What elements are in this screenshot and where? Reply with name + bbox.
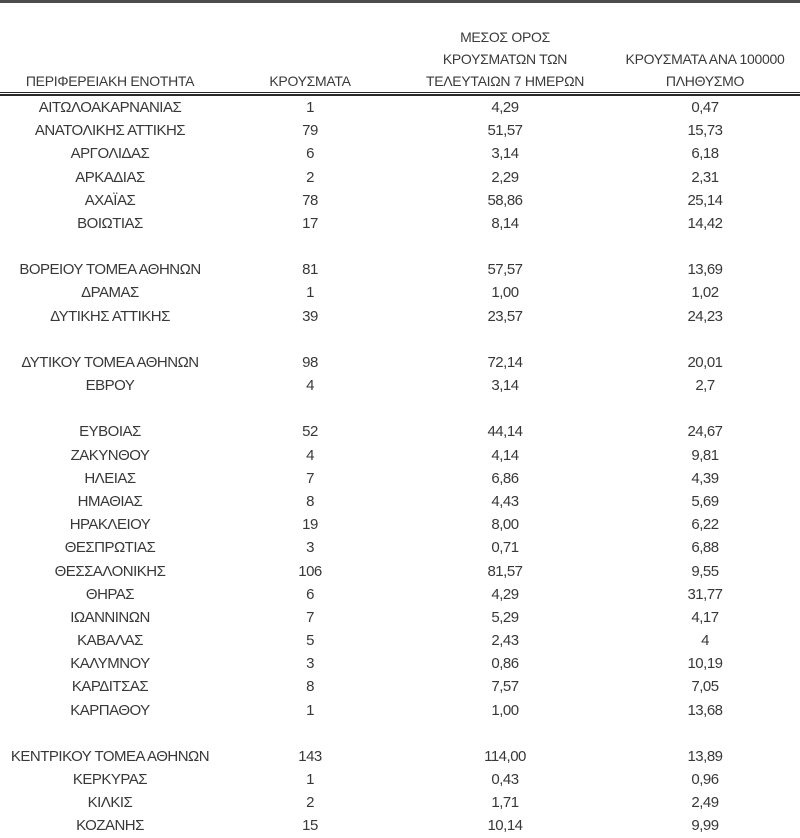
table-row bbox=[0, 166, 800, 189]
per100k-cell: 13,68 bbox=[687, 701, 723, 719]
table-row bbox=[0, 606, 800, 629]
region-cell: ΘΗΡΑΣ bbox=[85, 585, 135, 603]
region-cell: ΑΡΚΑΔΙΑΣ bbox=[75, 168, 145, 186]
region-cell: ΚΙΛΚΙΣ bbox=[87, 794, 133, 812]
avg7-cell: 2,43 bbox=[491, 632, 519, 650]
table-row bbox=[0, 698, 800, 721]
table-row bbox=[0, 281, 800, 304]
table-row bbox=[0, 212, 800, 235]
cases-cell: 6 bbox=[306, 145, 314, 163]
cases-cell: 143 bbox=[298, 747, 322, 765]
per100k-cell: 6,88 bbox=[691, 539, 719, 557]
table-row bbox=[0, 583, 800, 606]
cases-cell: 7 bbox=[306, 469, 314, 487]
cases-cell: 19 bbox=[302, 516, 318, 534]
table-row bbox=[0, 96, 800, 119]
per100k-cell: 6,22 bbox=[691, 516, 719, 534]
region-cell: ΑΝΑΤΟΛΙΚΗΣ ΑΤΤΙΚΗΣ bbox=[34, 122, 186, 140]
blank-spacer-row bbox=[0, 397, 800, 420]
per100k-cell: 9,55 bbox=[691, 562, 719, 580]
avg7-cell: 10,14 bbox=[487, 817, 523, 835]
per100k-cell: 15,73 bbox=[687, 122, 723, 140]
region-cell: ΔΥΤΙΚΟΥ ΤΟΜΕΑ ΑΘΗΝΩΝ bbox=[21, 353, 199, 371]
cases-cell: 78 bbox=[302, 191, 318, 209]
per100k-cell: 10,19 bbox=[687, 655, 723, 673]
cases-cell: 3 bbox=[306, 655, 314, 673]
table-row bbox=[0, 791, 800, 814]
cases-cell: 1 bbox=[306, 771, 314, 789]
avg7-cell: 6,86 bbox=[491, 469, 519, 487]
per100k-cell: 14,42 bbox=[687, 214, 723, 232]
cases-cell: 1 bbox=[306, 99, 314, 117]
per100k-cell: 31,77 bbox=[687, 585, 723, 603]
per100k-cell: 24,67 bbox=[687, 423, 723, 441]
blank-spacer-row bbox=[0, 722, 800, 745]
table-row bbox=[0, 559, 800, 582]
avg7-cell: 4,43 bbox=[491, 493, 519, 510]
table-header-row bbox=[0, 3, 800, 92]
region-cell: ΚΑΛΥΜΝΟΥ bbox=[70, 655, 150, 673]
cases-cell: 8 bbox=[306, 678, 314, 696]
region-cell: ΑΧΑΪΑΣ bbox=[84, 191, 136, 209]
region-cell: ΕΒΡΟΥ bbox=[85, 377, 135, 395]
column-header-per-100000: ΚΡΟΥΣΜΑΤΑ ΑΝΑ 100000 ΠΛΗΘΥΣΜΟ bbox=[625, 51, 785, 89]
cases-cell: 4 bbox=[306, 446, 314, 464]
table-row bbox=[0, 189, 800, 212]
table-row bbox=[0, 513, 800, 536]
table-row bbox=[0, 814, 800, 837]
cases-cell: 3 bbox=[306, 539, 314, 557]
table-row bbox=[0, 536, 800, 559]
cases-cell: 8 bbox=[306, 493, 314, 510]
per100k-cell: 13,69 bbox=[687, 261, 723, 279]
column-header-regional-unit: ΠΕΡΙΦΕΡΕΙΑΚΗ ΕΝΟΤΗΤΑ bbox=[25, 73, 195, 89]
region-cell: ΚΑΒΑΛΑΣ bbox=[77, 632, 143, 650]
cases-cell: 6 bbox=[306, 585, 314, 603]
cases-cell: 52 bbox=[302, 423, 318, 441]
avg7-cell: 81,57 bbox=[487, 562, 523, 580]
per100k-cell: 2,49 bbox=[691, 794, 719, 812]
avg7-cell: 114,00 bbox=[484, 747, 526, 765]
per100k-cell: 7,05 bbox=[691, 678, 719, 696]
cases-cell: 2 bbox=[306, 794, 314, 812]
table-row bbox=[0, 490, 800, 513]
column-header-cases: ΚΡΟΥΣΜΑΤΑ bbox=[269, 73, 351, 89]
avg7-cell: 0,43 bbox=[491, 771, 519, 789]
per100k-cell: 4,39 bbox=[691, 469, 719, 487]
table-row bbox=[0, 652, 800, 675]
avg7-cell: 1,71 bbox=[491, 794, 519, 812]
per100k-cell: 20,01 bbox=[687, 353, 723, 371]
per100k-cell: 4 bbox=[701, 632, 709, 650]
table-row bbox=[0, 119, 800, 142]
region-cell: ΘΕΣΣΑΛΟΝΙΚΗΣ bbox=[54, 562, 166, 580]
avg7-cell: 58,86 bbox=[487, 191, 523, 209]
avg7-cell: 8,14 bbox=[491, 214, 519, 232]
table-row bbox=[0, 675, 800, 698]
region-cell: ΒΟΡΕΙΟΥ ΤΟΜΕΑ ΑΘΗΝΩΝ bbox=[19, 261, 201, 279]
per100k-cell: 4,17 bbox=[691, 608, 719, 626]
table-row bbox=[0, 258, 800, 281]
blank-spacer-row bbox=[0, 328, 800, 351]
per100k-cell: 9,99 bbox=[691, 817, 719, 835]
per100k-cell: 9,81 bbox=[691, 446, 719, 464]
region-cell: ΗΡΑΚΛΕΙΟΥ bbox=[69, 516, 151, 534]
avg7-cell: 0,86 bbox=[491, 655, 519, 673]
table-row bbox=[0, 374, 800, 397]
avg7-cell: 0,71 bbox=[491, 539, 519, 557]
cases-cell: 4 bbox=[306, 377, 314, 395]
region-cell: ΙΩΑΝΝΙΝΩΝ bbox=[70, 608, 150, 626]
per100k-cell: 0,96 bbox=[691, 771, 719, 789]
table-row bbox=[0, 629, 800, 652]
per100k-cell: 24,23 bbox=[687, 307, 723, 325]
avg7-cell: 4,29 bbox=[491, 585, 519, 603]
table-row bbox=[0, 305, 800, 328]
cases-cell: 7 bbox=[306, 608, 314, 626]
avg7-cell: 1,00 bbox=[491, 284, 519, 302]
avg7-cell: 72,14 bbox=[487, 353, 523, 371]
cases-cell: 2 bbox=[306, 168, 314, 186]
region-cell: ΖΑΚΥΝΘΟΥ bbox=[70, 446, 150, 464]
region-cell: ΔΥΤΙΚΗΣ ΑΤΤΙΚΗΣ bbox=[50, 307, 170, 325]
table-row bbox=[0, 467, 800, 490]
per100k-cell: 2,7 bbox=[695, 377, 715, 395]
cases-cell: 15 bbox=[302, 817, 318, 835]
cases-cell: 39 bbox=[302, 307, 318, 325]
avg7-cell: 8,00 bbox=[491, 516, 519, 534]
cases-cell: 81 bbox=[302, 261, 318, 279]
region-cell: ΚΟΖΑΝΗΣ bbox=[76, 817, 144, 835]
avg7-cell: 51,57 bbox=[487, 122, 523, 140]
avg7-cell: 44,14 bbox=[487, 423, 523, 441]
cases-cell: 79 bbox=[302, 122, 318, 140]
per100k-cell: 1,02 bbox=[691, 284, 719, 302]
per100k-cell: 2,31 bbox=[691, 168, 719, 186]
regional-cases-table bbox=[0, 3, 800, 838]
region-cell: ΕΥΒΟΙΑΣ bbox=[79, 423, 141, 441]
avg7-cell: 4,14 bbox=[491, 446, 519, 464]
table-row bbox=[0, 745, 800, 768]
avg7-cell: 57,57 bbox=[487, 261, 523, 279]
avg7-cell: 5,29 bbox=[491, 608, 519, 626]
region-cell: ΒΟΙΩΤΙΑΣ bbox=[77, 214, 143, 232]
region-cell: ΔΡΑΜΑΣ bbox=[81, 284, 139, 302]
cases-cell: 106 bbox=[298, 562, 322, 580]
avg7-cell: 23,57 bbox=[487, 307, 523, 325]
per100k-cell: 6,18 bbox=[691, 145, 719, 163]
table-row bbox=[0, 444, 800, 467]
table-body bbox=[0, 96, 800, 838]
avg7-cell: 3,14 bbox=[491, 145, 519, 163]
per100k-cell: 25,14 bbox=[687, 191, 723, 209]
avg7-cell: 7,57 bbox=[491, 678, 519, 696]
per100k-cell: 0,47 bbox=[691, 99, 719, 117]
region-cell: ΗΛΕΙΑΣ bbox=[84, 469, 136, 487]
column-header-7day-average: ΜΕΣΟΣ ΟΡΟΣ ΚΡΟΥΣΜΑΤΩΝ ΤΩΝ ΤΕΛΕΥΤΑΙΩΝ 7 ΗΜΕΡΩΝ bbox=[425, 29, 585, 89]
cases-cell: 1 bbox=[306, 701, 314, 719]
table-row bbox=[0, 768, 800, 791]
avg7-cell: 4,29 bbox=[491, 99, 519, 117]
cases-cell: 17 bbox=[302, 214, 318, 232]
per100k-cell: 5,69 bbox=[691, 493, 719, 510]
region-cell: ΗΜΑΘΙΑΣ bbox=[77, 493, 143, 510]
region-cell: ΑΙΤΩΛΟΑΚΑΡΝΑΝΙΑΣ bbox=[38, 99, 182, 117]
table-row bbox=[0, 351, 800, 374]
table-row bbox=[0, 142, 800, 165]
region-cell: ΚΕΡΚΥΡΑΣ bbox=[72, 771, 148, 789]
cases-cell: 1 bbox=[306, 284, 314, 302]
avg7-cell: 1,00 bbox=[491, 701, 519, 719]
cases-cell: 5 bbox=[306, 632, 314, 650]
cases-cell: 98 bbox=[302, 353, 318, 371]
region-cell: ΑΡΓΟΛΙΔΑΣ bbox=[70, 145, 150, 163]
per100k-cell: 13,89 bbox=[687, 747, 723, 765]
avg7-cell: 3,14 bbox=[491, 377, 519, 395]
region-cell: ΚΑΡΔΙΤΣΑΣ bbox=[71, 678, 149, 696]
table-row bbox=[0, 420, 800, 443]
region-cell: ΚΕΝΤΡΙΚΟΥ ΤΟΜΕΑ ΑΘΗΝΩΝ bbox=[10, 747, 210, 765]
region-cell: ΘΕΣΠΡΩΤΙΑΣ bbox=[64, 539, 156, 557]
avg7-cell: 2,29 bbox=[491, 168, 519, 186]
region-cell: ΚΑΡΠΑΘΟΥ bbox=[70, 701, 150, 719]
blank-spacer-row bbox=[0, 235, 800, 258]
